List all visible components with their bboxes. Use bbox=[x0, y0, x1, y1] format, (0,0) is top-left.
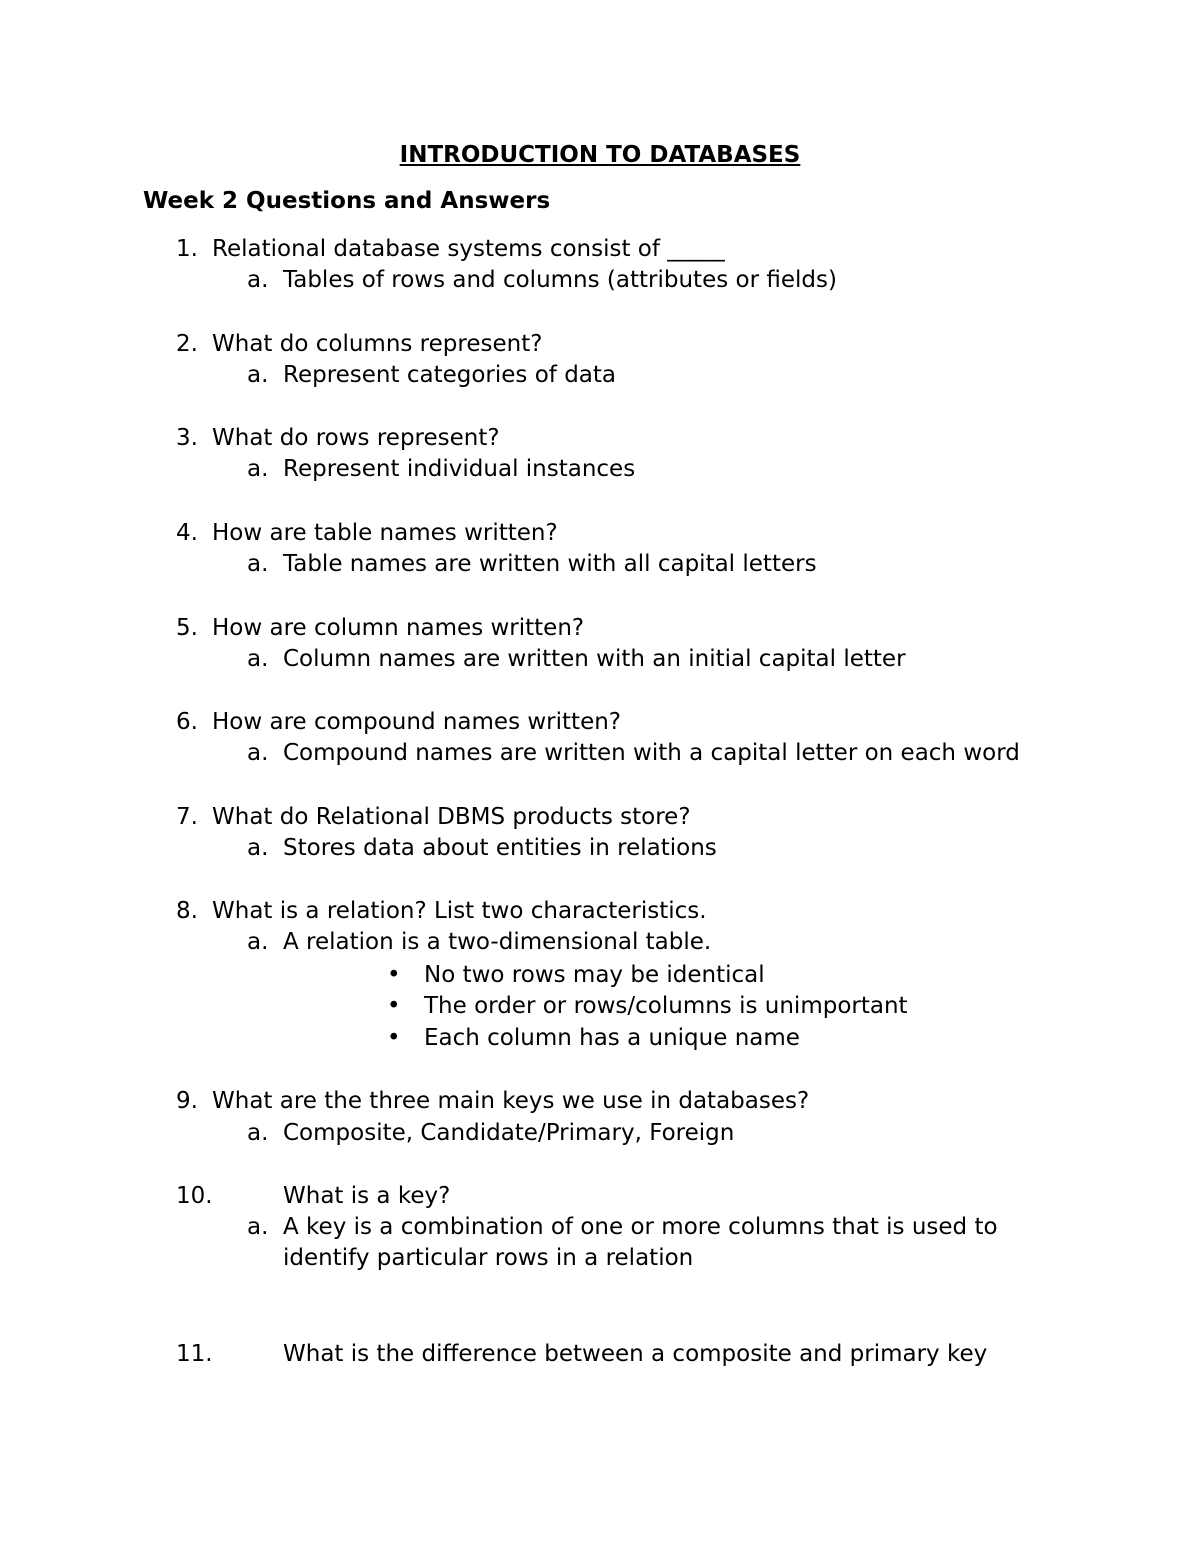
question-text: What is a relation? List two characteristics. bbox=[212, 898, 707, 924]
answer-text: Column names are written with an initial capital letter bbox=[283, 646, 906, 672]
question-number: 9. bbox=[176, 1088, 198, 1114]
question-item bbox=[0, 329, 1200, 360]
answer-text: Tables of rows and columns (attributes or fields) bbox=[283, 267, 837, 293]
answer-letter: a. bbox=[247, 362, 269, 388]
answer-letter: a. bbox=[247, 929, 269, 955]
question-text: How are column names written? bbox=[212, 615, 585, 641]
answer-letter: a. bbox=[247, 646, 269, 672]
answer-letter: a. bbox=[247, 551, 269, 577]
question-number: 1. bbox=[176, 236, 198, 262]
question-item bbox=[0, 802, 1200, 833]
bullet-icon: • bbox=[387, 1025, 401, 1051]
document-subtitle: Week 2 Questions and Answers bbox=[143, 188, 551, 214]
answer-text: Represent categories of data bbox=[283, 362, 616, 388]
question-item bbox=[0, 896, 1200, 927]
question-text: What is a key? bbox=[283, 1183, 451, 1209]
answer-letter: a. bbox=[247, 1120, 269, 1146]
question-text: Relational database systems consist of _____ bbox=[212, 236, 725, 262]
answer-letter: a. bbox=[247, 267, 269, 293]
question-text: What do rows represent? bbox=[212, 425, 500, 451]
answer-text: Stores data about entities in relations bbox=[283, 835, 717, 861]
question-text: What do columns represent? bbox=[212, 331, 543, 357]
bullet-text: The order or rows/columns is unimportant bbox=[424, 993, 908, 1019]
question-number: 7. bbox=[176, 804, 198, 830]
question-item bbox=[0, 1086, 1200, 1117]
answer-text: A relation is a two-dimensional table. bbox=[283, 929, 712, 955]
question-number: 11. bbox=[176, 1341, 213, 1367]
question-text: What are the three main keys we use in databases? bbox=[212, 1088, 810, 1114]
question-text: What is the difference between a composite and primary key bbox=[283, 1341, 988, 1367]
bullet-icon: • bbox=[387, 993, 401, 1019]
question-item bbox=[0, 1339, 1200, 1370]
answer-text: A key is a combination of one or more columns that is used to identify particular rows in a relation bbox=[283, 1214, 998, 1271]
document-title: INTRODUCTION TO DATABASES bbox=[399, 142, 801, 168]
bullet-text: Each column has a unique name bbox=[424, 1025, 800, 1051]
question-text: How are table names written? bbox=[212, 520, 558, 546]
question-item bbox=[0, 613, 1200, 644]
question-number: 4. bbox=[176, 520, 198, 546]
bullet-text: No two rows may be identical bbox=[424, 962, 765, 988]
question-number: 6. bbox=[176, 709, 198, 735]
answer-letter: a. bbox=[247, 835, 269, 861]
question-item bbox=[0, 707, 1200, 738]
answer-letter: a. bbox=[247, 1214, 269, 1240]
question-number: 2. bbox=[176, 331, 198, 357]
question-text: How are compound names written? bbox=[212, 709, 622, 735]
question-item bbox=[0, 518, 1200, 549]
answer-text: Composite, Candidate/Primary, Foreign bbox=[283, 1120, 735, 1146]
question-number: 5. bbox=[176, 615, 198, 641]
question-number: 3. bbox=[176, 425, 198, 451]
question-item bbox=[0, 423, 1200, 454]
bullet-item bbox=[0, 1023, 1200, 1054]
question-text: What do Relational DBMS products store? bbox=[212, 804, 691, 830]
question-number: 10. bbox=[176, 1183, 213, 1209]
answer-text: Represent individual instances bbox=[283, 456, 636, 482]
answer-letter: a. bbox=[247, 456, 269, 482]
answer-text: Compound names are written with a capital letter on each word bbox=[283, 740, 1020, 766]
question-number: 8. bbox=[176, 898, 198, 924]
answer-letter: a. bbox=[247, 740, 269, 766]
bullet-item bbox=[0, 991, 1200, 1022]
bullet-item bbox=[0, 960, 1200, 991]
question-item bbox=[0, 234, 1200, 265]
question-item bbox=[0, 1181, 1200, 1212]
bullet-icon: • bbox=[387, 962, 401, 988]
answer-text: Table names are written with all capital letters bbox=[283, 551, 817, 577]
